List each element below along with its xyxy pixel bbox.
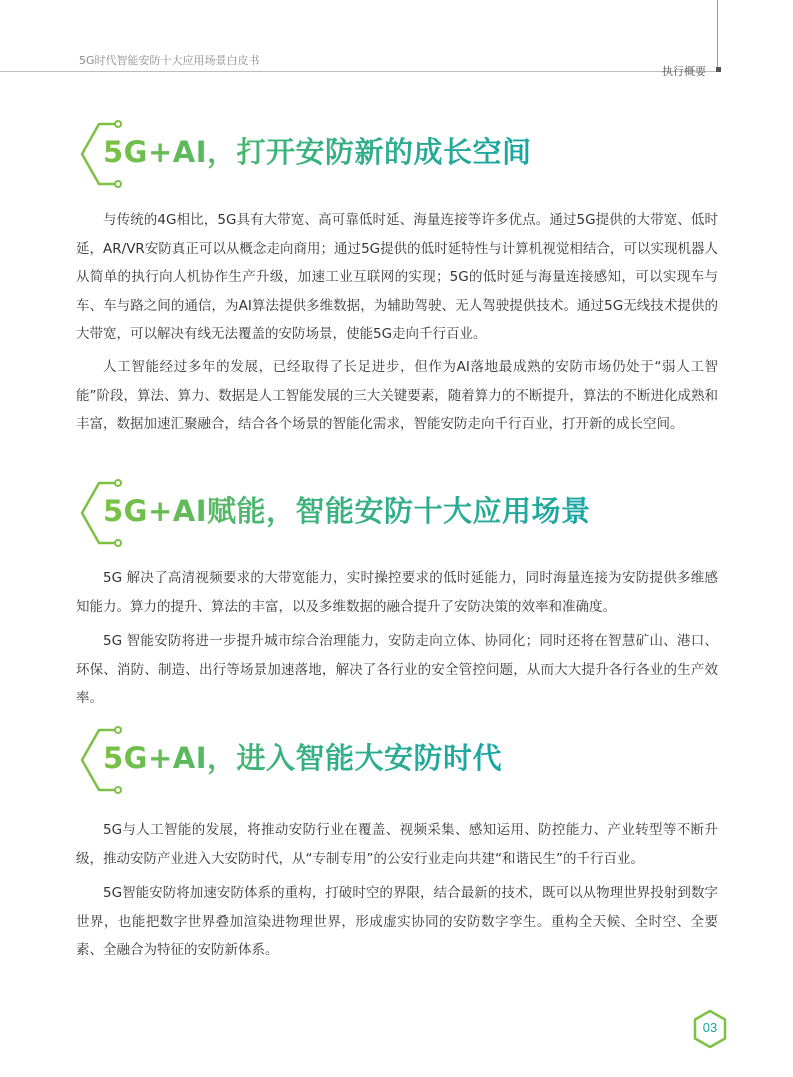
- page-number: 03: [702, 1020, 718, 1035]
- chapter-marker: [716, 67, 721, 72]
- document-title: 5G时代智能安防十大应用场景白皮书: [79, 54, 260, 67]
- section-3-paragraph-1: 5G与人工智能的发展，将推动安防行业在覆盖、视频采集、感知运用、防控能力、产业转型等不断升级，推动安防产业进入大安防时代，从“专制专用”的公安行业走向共建“和谐民生”的千行百业。: [76, 822, 718, 867]
- header-vertical-rule: [717, 0, 718, 72]
- section-2-paragraph-1: 5G 解决了高清视频要求的大带宽能力，实时操控要求的低时延能力，同时海量连接为安防提供多维感知能力。算力的提升、算法的丰富，以及多维数据的融合提升了安防决策的效率和准确度。: [76, 570, 718, 615]
- section-1-paragraph-1: 与传统的4G相比，5G具有大带宽、高可靠低时延、海量连接等许多优点。通过5G提供的大带宽、低时延，AR/VR安防真正可以从概念走向商用；通过5G提供的低时延特性与计算机视觉相结合，可以实现机器人从简单的执行向人机协作生产升级，加速工业互联网的实现；5G的低时延与海量连接感知，可以实现车与车、车与路之间的通信，为AI算法提供多维数据，为辅助驾驶、无人驾驶提供技术。通过5G无线技术提供的大带宽，可以解决有线无法覆盖的安防场景，使能5G走向千行百业。: [76, 212, 718, 342]
- page-number-badge: [692, 1009, 728, 1049]
- chapter-label: 执行概要: [662, 65, 706, 78]
- section-3-paragraph-2: 5G智能安防将加速安防体系的重构，打破时空的界限，结合最新的技术，既可以从物理世界投射到数字世界，也能把数字世界叠加渲染进物理世界，形成虚实协同的安防数字孪生。重构全天候、全时空、全要素、全融合为特征的安防新体系。: [76, 885, 718, 958]
- section-2-paragraph-2: 5G 智能安防将进一步提升城市综合治理能力，安防走向立体、协同化；同时还将在智慧矿山、港口、环保、消防、制造、出行等场景加速落地，解决了各行业的安全管控问题，从而大大提升各行各业的生产效率。: [76, 633, 718, 706]
- header-rule: [0, 71, 718, 72]
- section-1-paragraph-2: 人工智能经过多年的发展，已经取得了长足进步，但作为AI落地最成熟的安防市场仍处于“弱人工智能”阶段，算法、算力、数据是人工智能发展的三大关键要素，随着算力的不断提升，算法的不断进化成熟和丰富，数据加速汇聚融合，结合各个场景的智能化需求，智能安防走向千行百业，打开新的成长空间。: [76, 359, 718, 432]
- section-1-title: 5G+AI，打开安防新的成长空间: [103, 130, 532, 171]
- section-3-title: 5G+AI，进入智能大安防时代: [103, 736, 502, 777]
- section-2-title: 5G+AI赋能，智能安防十大应用场景: [103, 489, 591, 530]
